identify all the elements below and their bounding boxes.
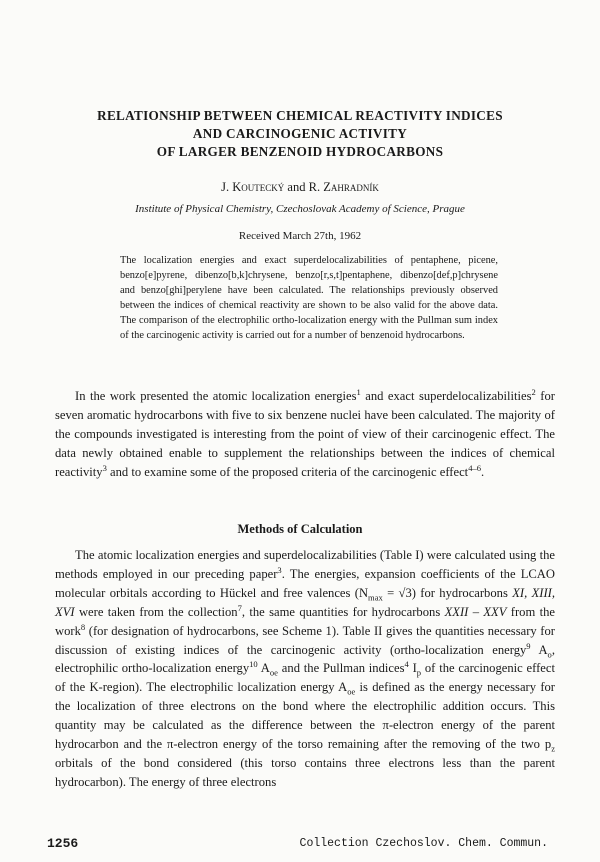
title-line-3: OF LARGER BENZENOID HYDROCARBONS: [156, 144, 444, 159]
footnote-ref: 3: [102, 462, 107, 473]
abstract-text: The localization energies and exact superdelocalizabilities of pentaphene, picene, benzo[e]pyrene, dibenzo[b,k]chrysene, benzo[r,s,t]pentaphene, dibenzo[def,p]chrysene and benzo[ghi]perylene have been calculated. The relationships previously observed between the indices of chemical reactivity are shown to be also valid for the above data. The comparison of the electrophilic ortho-localization energy with the Pullman sum index of the carcinogenic activity is carried out for a number of benzenoid hydrocarbons.: [120, 255, 498, 342]
page-number: 1256: [47, 836, 79, 851]
title-line-2: AND CARCINOGENIC ACTIVITY: [192, 126, 408, 141]
subscript: oe: [347, 686, 356, 697]
footnote-ref: 4: [404, 659, 409, 670]
intro-text-part: and exact superdelocalizabilities: [360, 389, 532, 403]
methods-text-part: from the work: [55, 604, 555, 638]
methods-text-part: were taken from the collection: [74, 604, 238, 619]
subscript: max: [368, 592, 383, 603]
methods-text-part: orbitals of the bond considered (this torso contains three electrons less than the parent hydrocarbon). The energy of three electrons: [55, 755, 555, 789]
footnote-ref: 2: [531, 386, 536, 397]
methods-text-part: . The energies, expansion coefficients of the LCAO molecular orbitals according to Hückel and free valences (N: [55, 566, 556, 600]
subscript: oe: [269, 667, 278, 678]
abstract: [120, 253, 498, 344]
author-line: [0, 180, 600, 195]
author-2-name: Zahradník: [323, 180, 379, 194]
footnote-ref: 7: [237, 602, 242, 613]
institute-affiliation: Institute of Physical Chemistry, Czechoslovak Academy of Science, Prague: [135, 203, 465, 215]
intro-text-part: and to examine some of the proposed criteria of the carcinogenic effect: [106, 464, 469, 479]
footnote-ref: 3: [277, 564, 282, 575]
article-title: [60, 107, 540, 161]
section-heading: Methods of Calculation: [237, 522, 363, 536]
subscript: z: [551, 743, 555, 754]
journal-name: Collection Czechoslov. Chem. Commun.: [299, 837, 548, 850]
intro-text-part: In the work presented the atomic localization energies: [75, 389, 357, 403]
footnote-ref: 4–6: [468, 462, 482, 473]
received-date: Received March 27th, 1962: [238, 230, 362, 242]
compound-numerals: XI, XIII, XVI: [55, 585, 555, 619]
methods-text-part: A: [530, 642, 548, 657]
footnote-ref: 8: [80, 621, 86, 632]
subscript: o: [547, 649, 552, 660]
methods-text-part: (for designation of hydrocarbons, see Scheme 1). Table II gives the quantities necessary for discussion of existing indices of the carcinogenic activity (ortho-localization energy: [55, 623, 555, 657]
author-1-initial: J.: [221, 180, 233, 194]
methods-text-part: A: [257, 661, 270, 676]
footnote-ref: 10: [249, 659, 258, 670]
intro-text-part: for seven aromatic hydrocarbons with five to six benzene nuclei have been calculated. The majority of the compounds investigated is interesting from the point of view of their carcinogenic effect. The data newly obtained enable to supplement the relationships between the indices of chemical reactivity: [55, 389, 555, 479]
intro-text: [55, 387, 555, 482]
methods-text-part: I: [408, 661, 417, 676]
intro-paragraph: [55, 387, 555, 482]
methods-text-part: , the same quantities for hydrocarbons: [241, 604, 445, 619]
methods-text-part: = √3) for hydrocarbons: [382, 585, 513, 600]
intro-text-part: .: [481, 464, 485, 479]
footnote-ref: 9: [526, 640, 531, 651]
subscript: p: [416, 667, 422, 678]
compound-numerals: XXII – XXV: [444, 604, 507, 619]
methods-text-part: , electrophilic ortho-localization energy: [55, 642, 555, 676]
methods-paragraph: [55, 546, 555, 792]
author-1-name: Koutecký: [232, 180, 285, 194]
methods-text-part: is defined as the energy necessary for the localization of three electrons on the bond where the electrophilic addition occurs. This quantity may be calculated as the difference between the π-electron energy of the parent hydrocarbon and the π-electron energy of the torso remaining after the removing of the two p: [55, 680, 555, 752]
author-2-initial: R.: [308, 180, 324, 194]
author-conjunction: and: [284, 180, 309, 194]
methods-text: [55, 546, 555, 792]
methods-text-part: The atomic localization energies and superdelocalizabilities (Table I) were calculated using the methods employed in our preceding paper: [55, 548, 555, 581]
title-line-1: RELATIONSHIP BETWEEN CHEMICAL REACTIVITY INDICES: [97, 108, 503, 123]
methods-text-part: of the carcinogenic effect of the K-region). The electrophilic localization energy A: [55, 661, 555, 695]
footnote-ref: 1: [356, 386, 361, 397]
methods-text-part: and the Pullman indices: [277, 661, 405, 676]
